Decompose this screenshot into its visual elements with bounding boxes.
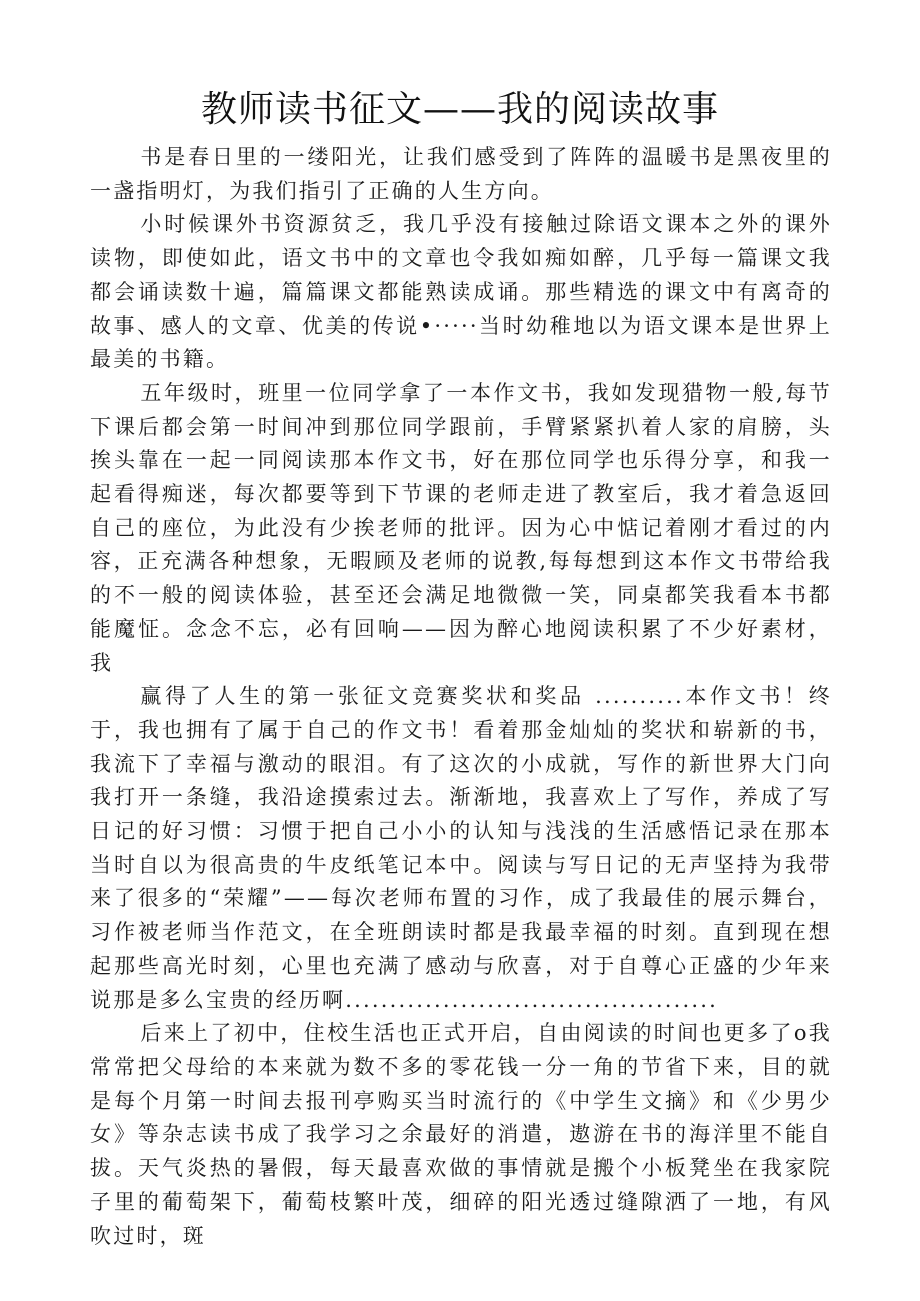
- paragraph-first-award: 赢得了人生的第一张征文竞赛奖状和奖品 ..........本作文书！终于，我也拥有了属于自己的作文书！看着那金灿灿的奖状和崭新的书，我流下了幸福与激动的眼泪。有了这次的小成就，写作的新世界大门向我打开一条缝，我沿途摸索过去。渐渐地，我喜欢上了写作，养成了写日记的好习惯：习惯于把自己小小的认知与浅浅的生活感悟记录在那本当时自以为很高贵的牛皮纸笔记本中。阅读与写日记的无声坚持为我带来了很多的“荣耀”——每次老师布置的习作，成了我最佳的展示舞台，习作被老师当作范文，在全班朗读时都是我最幸福的时刻。直到现在想起那些高光时刻，心里也充满了感动与欣喜，对于自尊心正盛的少年来说那是多么宝贵的经历啊..........................................: [90, 684, 832, 1012]
- paragraph-spring-sunlight: 书是春日里的一缕阳光，让我们感受到了阵阵的温暖书是黑夜里的一盏指明灯，为我们指引了正确的人生方向。: [90, 145, 832, 203]
- paragraph-middle-school: 后来上了初中，住校生活也正式开启，自由阅读的时间也更多了o我常常把父母给的本来就为数不多的零花钱一分一角的节省下来，目的就是每个月第一时间去报刊亭购买当时流行的《中学生文摘》和《少男少女》等杂志读书成了我学习之余最好的消遣，遨游在书的海洋里不能自拔。天气炎热的暑假，每天最喜欢做的事情就是搬个小板凳坐在我家院子里的葡萄架下，葡萄枝繁叶茂，细碎的阳光透过缝隙洒了一地，有风吹过时，斑: [90, 1021, 832, 1248]
- article-body: [90, 141, 832, 1253]
- paragraph-fifth-grade-essay-book: 五年级时，班里一位同学拿了一本作文书，我如发现猎物一般,每节下课后都会第一时间冲到那位同学跟前，手臂紧紧扒着人家的肩膀，头挨头靠在一起一同阅读那本作文书，好在那位同学也乐得分享，和我一起看得痴迷，每次都要等到下节课的老师走进了教室后，我才着急返回自己的座位，为此没有少挨老师的批评。因为心中惦记着刚才看过的内容，正充满各种想象，无暇顾及老师的说教,每每想到这本作文书带给我的不一般的阅读体验，甚至还会满足地微微一笑，同桌都笑我看本书都能魔怔。念念不忘，必有回响——因为醉心地阅读积累了不少好素材，我: [90, 380, 832, 675]
- paragraph-childhood-textbooks: 小时候课外书资源贫乏，我几乎没有接触过除语文课本之外的课外读物，即使如此，语文书中的文章也令我如痴如醉，几乎每一篇课文我都会诵读数十遍，篇篇课文都能熟读成诵。那些精选的课文中有离奇的故事、感人的文章、优美的传说•·····当时幼稚地以为语文课本是世界上最美的书籍。: [90, 212, 832, 372]
- document-title: 教师读书征文——我的阅读故事: [200, 89, 719, 130]
